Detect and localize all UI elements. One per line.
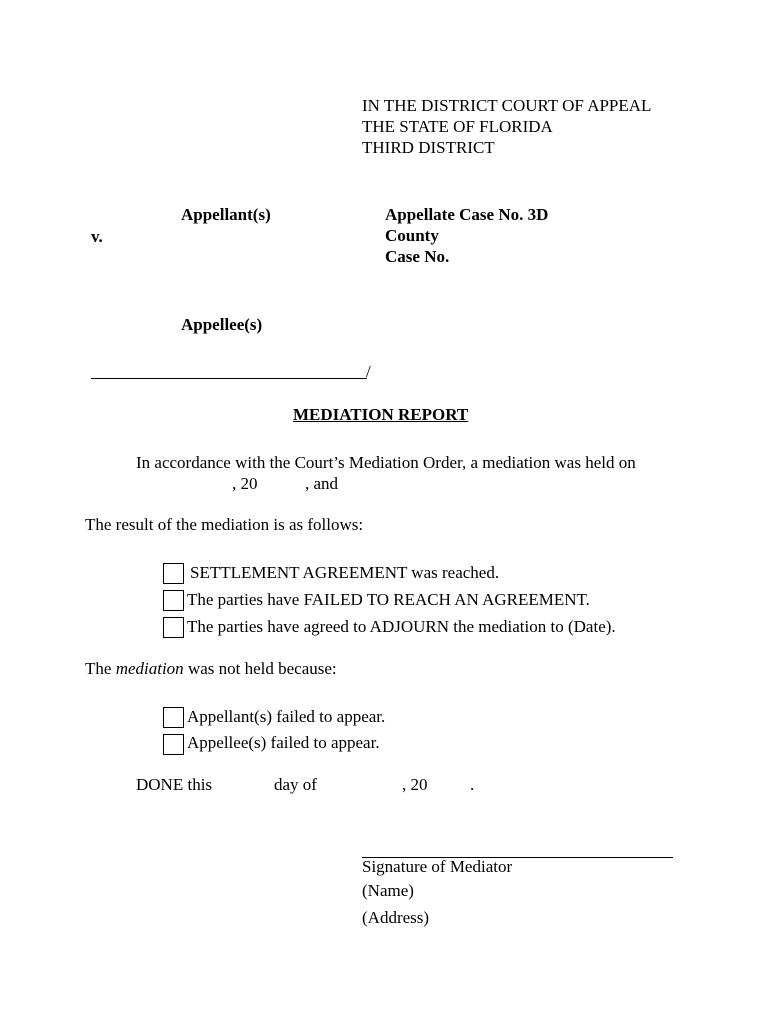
court-header-line1: IN THE DISTRICT COURT OF APPEAL	[362, 96, 652, 115]
appellant-label: Appellant(s)	[181, 205, 271, 224]
appellee-failed-label: Appellee(s) failed to appear.	[187, 733, 380, 752]
done-this-label: DONE this	[136, 775, 213, 794]
county-label: County	[385, 226, 439, 245]
caption-divider-line	[91, 378, 367, 379]
caption-slash: /	[366, 362, 371, 381]
not-held-emphasis: mediation	[115, 659, 184, 678]
adjourn-checkbox[interactable]	[163, 617, 184, 638]
not-held-heading	[85, 659, 337, 679]
court-header	[362, 95, 651, 158]
lower-case-no-label: Case No.	[385, 247, 450, 266]
mediator-name-label: (Name)	[362, 881, 414, 900]
not-held-prefix: The	[85, 659, 112, 678]
appellee-label: Appellee(s)	[181, 315, 263, 334]
appellant-failed-label: Appellant(s) failed to appear.	[187, 707, 386, 726]
done-year-label: , 20	[402, 775, 428, 794]
intro-line1: In accordance with the Court’s Mediation Order, a mediation was held on	[136, 453, 636, 472]
mediator-address-label: (Address)	[362, 908, 430, 927]
appellant-failed-checkbox[interactable]	[163, 707, 184, 728]
appellate-case-no-label: Appellate Case No. 3D	[385, 205, 549, 224]
result-heading: The result of the mediation is as follows:	[85, 515, 364, 534]
appellee-failed-checkbox[interactable]	[163, 734, 184, 755]
done-period: .	[470, 775, 475, 794]
signature-label: Signature of Mediator	[362, 857, 513, 876]
court-header-line2: THE STATE OF FLORIDA	[362, 117, 553, 136]
failed-agreement-checkbox[interactable]	[163, 590, 184, 611]
failed-agreement-label: The parties have FAILED TO REACH AN AGREEMENT.	[187, 590, 590, 609]
court-header-line3: THIRD DISTRICT	[362, 138, 495, 157]
settlement-checkbox[interactable]	[163, 563, 184, 584]
day-of-label: day of	[274, 775, 317, 794]
settlement-label: SETTLEMENT AGREEMENT was reached.	[190, 563, 500, 582]
intro-and-text: , and	[305, 474, 339, 493]
intro-year-prefix: , 20	[232, 474, 258, 493]
document-title: MEDIATION REPORT	[293, 405, 469, 424]
versus-label: v.	[91, 227, 103, 246]
not-held-suffix: was not held because:	[187, 659, 337, 678]
adjourn-label: The parties have agreed to ADJOURN the mediation to (Date).	[187, 617, 616, 636]
